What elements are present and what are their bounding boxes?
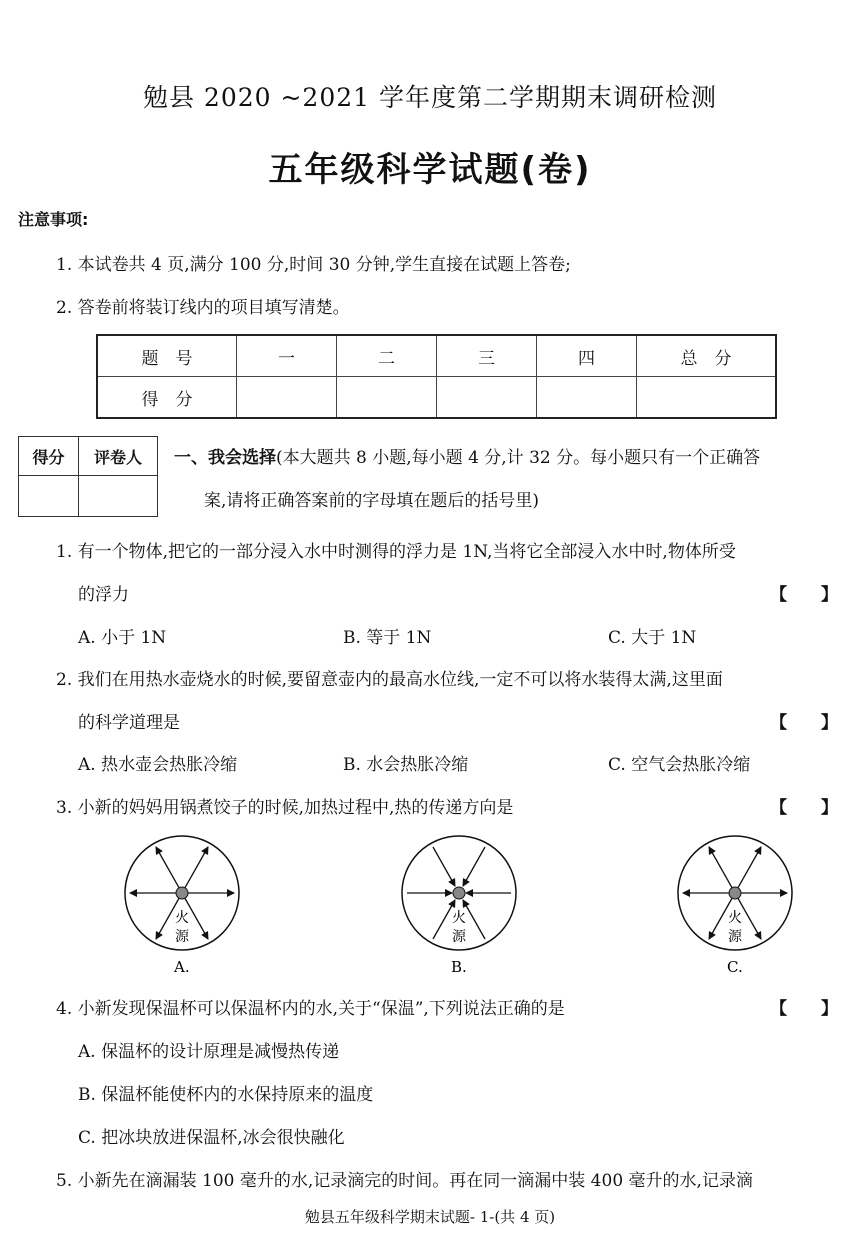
q3-line1: 3. 小新的妈妈用锅煮饺子的时候,加热过程中,热的传递方向是: [56, 798, 514, 818]
q3-c-fire-1: 火: [728, 910, 742, 926]
score-header-4: 四: [537, 335, 637, 377]
q2-option-c: C. 空气会热胀冷缩: [608, 755, 751, 775]
score-cell-2[interactable]: [337, 377, 437, 419]
exam-header-line1: 勉县 2020 ~2021 学年度第二学期期末调研检测: [142, 83, 718, 112]
section1-desc: (本大题共 8 小题,每小题 4 分,计 32 分。每小题只有一个正确答: [276, 448, 761, 468]
q3-a-fire-1: 火: [175, 910, 189, 926]
q3-figure-label-c: C.: [727, 958, 743, 976]
grader-score-label: 得分: [19, 437, 79, 476]
q4-answer-bracket[interactable]: 【 】: [770, 999, 838, 1019]
grader-score-cell[interactable]: [19, 476, 79, 517]
q1-option-a: A. 小于 1N: [78, 628, 167, 648]
q1-line1: 1. 有一个物体,把它的一部分浸入水中时测得的浮力是 1N,当将它全部浸入水中时,物体所受: [56, 542, 736, 562]
q2-line2: 的科学道理是: [78, 713, 180, 733]
grader-table: [18, 436, 158, 517]
q1-answer-bracket[interactable]: 【 】: [770, 585, 838, 605]
q1-line2: 的浮力: [78, 585, 129, 605]
section1-title: 一、我会选择: [174, 448, 276, 468]
q3-figure-c: [678, 836, 792, 976]
q3-figure-label-b: B.: [451, 958, 467, 976]
section1-heading: [174, 443, 760, 468]
score-header-3: 三: [437, 335, 537, 377]
q3-figure-a: [125, 836, 239, 976]
q1-option-c: C. 大于 1N: [608, 628, 697, 648]
page-footer: 勉县五年级科学期末试题- 1-(共 4 页): [304, 1208, 556, 1226]
q1-option-b: B. 等于 1N: [343, 628, 432, 648]
q3-a-fire-2: 源: [175, 929, 189, 945]
q4-option-c: C. 把冰块放进保温杯,冰会很快融化: [78, 1128, 345, 1148]
q5-line1: 5. 小新先在滴漏装 100 毫升的水,记录滴完的时间。再在同一滴漏中装 400 毫升的水,记录滴: [56, 1171, 753, 1191]
q4-line1: 4. 小新发现保温杯可以保温杯内的水,关于“保温”,下列说法正确的是: [56, 999, 565, 1019]
note-item-2: 2. 答卷前将装订线内的项目填写清楚。: [56, 298, 350, 318]
q4-option-a: A. 保温杯的设计原理是减慢热传递: [78, 1042, 340, 1062]
section1-desc-2: 案,请将正确答案前的字母填在题后的括号里): [204, 491, 540, 511]
q2-option-a: A. 热水壶会热胀冷缩: [78, 755, 238, 775]
score-header-total: 总 分: [637, 335, 777, 377]
score-header-2: 二: [337, 335, 437, 377]
notes-title: 注意事项:: [18, 210, 89, 229]
q3-answer-bracket[interactable]: 【 】: [770, 798, 838, 818]
grader-name-label: 评卷人: [79, 437, 158, 476]
q3-figure-label-a: A.: [174, 958, 190, 976]
exam-title: 五年级科学试题(卷): [268, 150, 592, 190]
score-cell-total[interactable]: [637, 377, 777, 419]
grader-name-cell[interactable]: [79, 476, 158, 517]
q2-answer-bracket[interactable]: 【 】: [770, 713, 838, 733]
q4-option-b: B. 保温杯能使杯内的水保持原来的温度: [78, 1085, 374, 1105]
score-row-label: 得 分: [97, 377, 237, 419]
score-header-label: 题 号: [97, 335, 237, 377]
q3-b-fire-1: 火: [452, 910, 466, 926]
note-item-1: 1. 本试卷共 4 页,满分 100 分,时间 30 分钟,学生直接在试题上答卷;: [56, 255, 571, 275]
score-header-1: 一: [237, 335, 337, 377]
q3-b-fire-2: 源: [452, 929, 466, 945]
score-cell-1[interactable]: [237, 377, 337, 419]
q3-figure-b: [402, 836, 516, 976]
score-table: [96, 334, 777, 419]
q2-option-b: B. 水会热胀冷缩: [343, 755, 469, 775]
q3-c-fire-2: 源: [728, 929, 742, 945]
q3-figures: [0, 835, 860, 980]
score-cell-3[interactable]: [437, 377, 537, 419]
q2-line1: 2. 我们在用热水壶烧水的时候,要留意壶内的最高水位线,一定不可以将水装得太满,这里面: [56, 670, 723, 690]
score-cell-4[interactable]: [537, 377, 637, 419]
